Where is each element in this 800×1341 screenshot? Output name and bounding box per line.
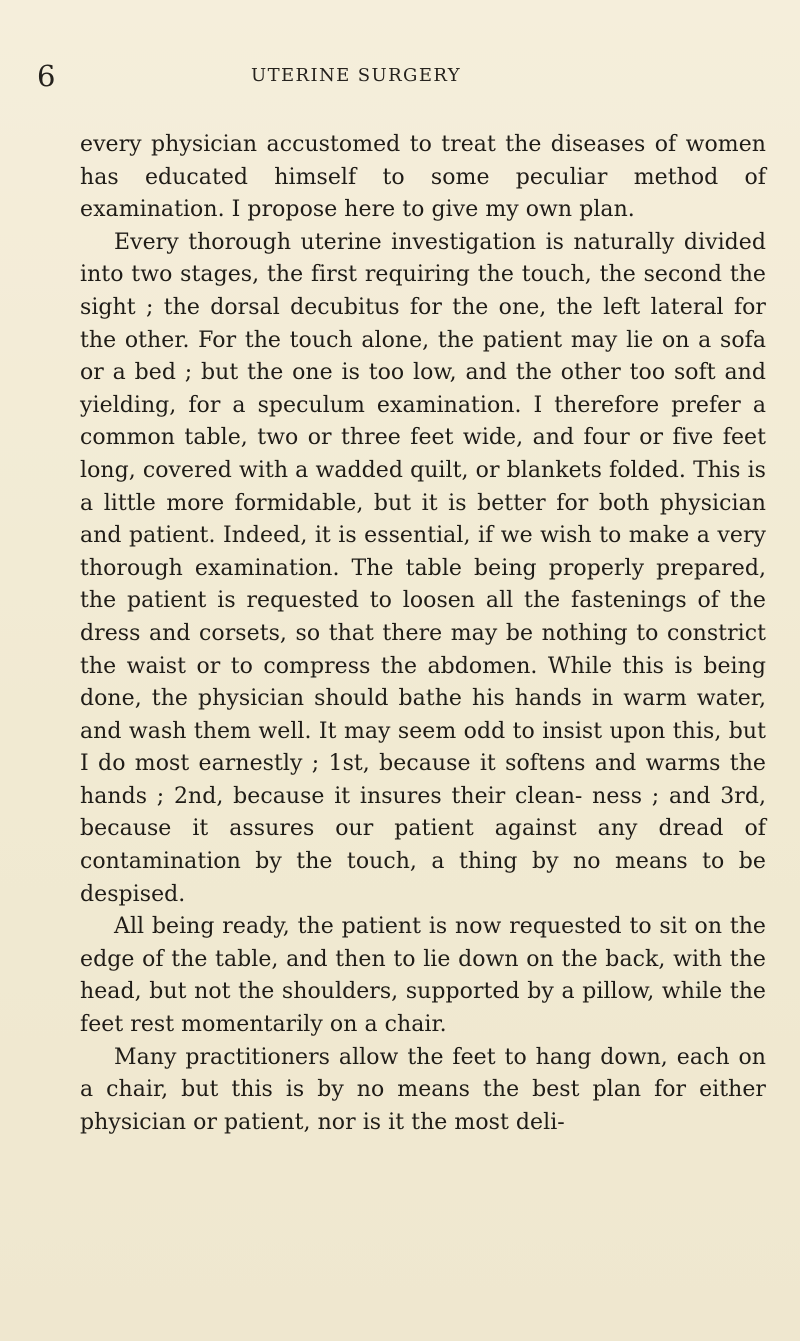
running-title: UTERINE SURGERY xyxy=(251,65,462,86)
paragraph-patient-position: All being ready, the patient is now requested to sit on the edge of the table, and then to lie down on the back, with the head, but not the shoulders, supported by a pillow, while the feet rest momentarily on a chair. xyxy=(80,914,766,1038)
page-header xyxy=(0,58,800,94)
paragraph-practitioners: Many practitioners allow the feet to hang down, each on a chair, but this is by no means the best plan for either physician or patient, nor is it the most deli- xyxy=(80,1044,766,1135)
paragraph-continuation: every physician accustomed to treat the diseases of women has educated himself to some peculiar method of examination. I propose here to give my own plan. xyxy=(80,132,766,223)
page-number: 6 xyxy=(37,59,56,93)
paragraph-examination-stages: Every thorough uterine investigation is naturally divided into two stages, the first requiring the touch, the second the sight ; the dorsal decubitus for the one, the left lateral for the other. For the touch alone, the patient may lie on a sofa or a bed ; but the one is too low, and the other too soft and yielding, for a speculum examination. I therefore prefer a common table, two or three feet wide, and four or five feet long, covered with a wadded quilt, or blankets folded. This is a little more formidable, but it is better for both physician and patient. Indeed, it is essential, if we wish to make a very thorough examination. The table being properly prepared, the patient is requested to loosen all the fastenings of the dress and corsets, so that there may be nothing to constrict the waist or to compress the abdomen. While this is being done, the physician should bathe his hands in warm water, and wash them well. It may seem odd to insist upon this, but I do most earnestly ; 1st, because it softens and warms the hands ; 2nd, because it insures their clean- ness ; and 3rd, because it assures our patient against any dread of contamination by the touch, a thing by no means to be despised. xyxy=(80,229,766,907)
body-text xyxy=(80,129,766,1139)
